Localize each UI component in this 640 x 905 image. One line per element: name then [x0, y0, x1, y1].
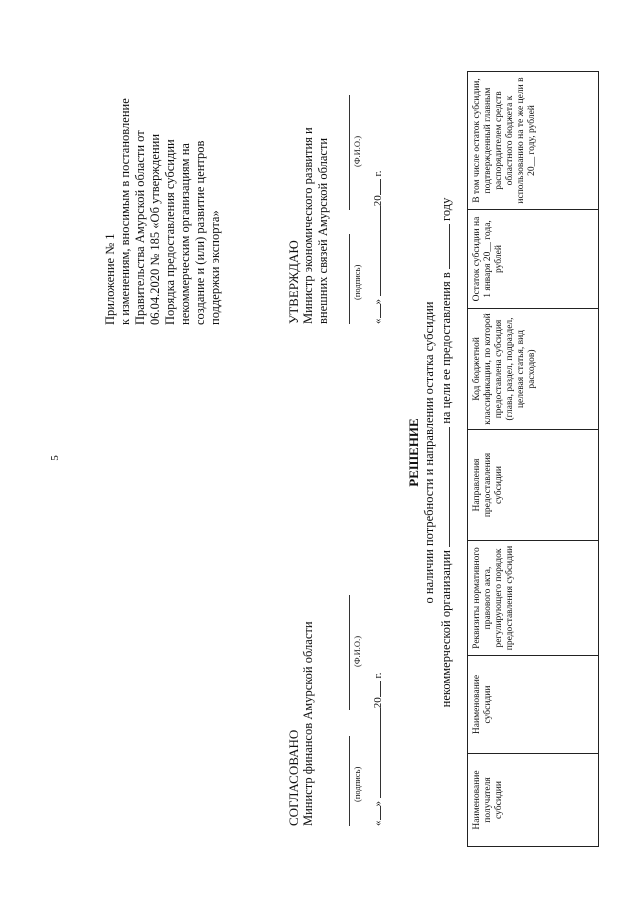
approve-sign-caption: (подпись)	[352, 264, 362, 300]
approve-name-line	[349, 95, 350, 210]
approve-sign-line	[349, 234, 350, 324]
appendix-title: Приложение № 1	[103, 233, 117, 325]
table-header-cell: Наименование получателя субсидии	[468, 754, 599, 847]
decision-title: РЕШЕНИЕ	[406, 418, 421, 487]
date-open-quote: «	[372, 820, 384, 826]
decision-line-2-part-b: на цели ее предоставления в	[439, 272, 453, 424]
year-suffix: г.	[372, 170, 384, 177]
agree-position: Министр финансов Амурской области	[301, 621, 315, 826]
agree-sign-line	[349, 736, 350, 826]
table-header-cell: Остаток субсидии на 1 января 20__ года, рублей	[468, 210, 599, 309]
agree-date	[372, 672, 384, 826]
decision-line-1: о наличии потребности и направлении остатка субсидии	[422, 301, 436, 604]
agree-name-line	[349, 595, 350, 710]
agree-name-caption: (Ф.И.О.)	[352, 635, 362, 667]
decision-line-2	[439, 0, 454, 905]
date-close-quote: »	[372, 299, 384, 305]
year-prefix: 20	[372, 697, 384, 709]
decision-line-2-part-a: некоммерческой организации	[439, 550, 453, 708]
subsidy-table	[467, 71, 599, 847]
agree-title: СОГЛАСОВАНО	[286, 729, 301, 826]
page-number: 5	[48, 455, 61, 461]
appendix-text: к изменениям, вносимым в постановление Правительства Амурской области от 06.04.2020 № 185 «Об утверждении Порядка предоставления субсидии некоммерческим организациям на создание и (или) развитие центров поддержки экспорта»	[118, 98, 222, 325]
agree-sign-caption: (подпись)	[352, 766, 362, 802]
approve-position: Министр экономического развития и внешних связей Амурской области	[301, 127, 330, 324]
table-header-cell: Код бюджетной классификации, по которой предоставлена субсидия (глава, раздел, подраздел, целевая статья, вид расходов)	[468, 309, 599, 430]
year-suffix: г.	[372, 672, 384, 679]
approve-name-caption: (Ф.И.О.)	[352, 135, 362, 167]
year-prefix: 20	[372, 195, 384, 207]
date-close-quote: »	[372, 801, 384, 807]
table-header-cell: Направления предоставления субсидии	[468, 430, 599, 541]
decision-line-2-part-c: году	[439, 197, 453, 221]
table-header-cell: Реквизиты нормативного правового акта, регулирующего порядок предоставления субсидии	[468, 541, 599, 656]
approve-title: УТВЕРЖДАЮ	[286, 240, 301, 324]
approve-date	[372, 170, 384, 324]
date-open-quote: «	[372, 318, 384, 324]
table-header-cell: Наименование субсидии	[468, 656, 599, 754]
table-header-cell: В том числе остаток субсидии, подтвержденный главным распорядителем средств областного бюджета к использованию на те же цели в 20__ году, рублей	[468, 72, 599, 210]
table-header-row	[468, 72, 599, 847]
appendix-block	[103, 95, 223, 325]
